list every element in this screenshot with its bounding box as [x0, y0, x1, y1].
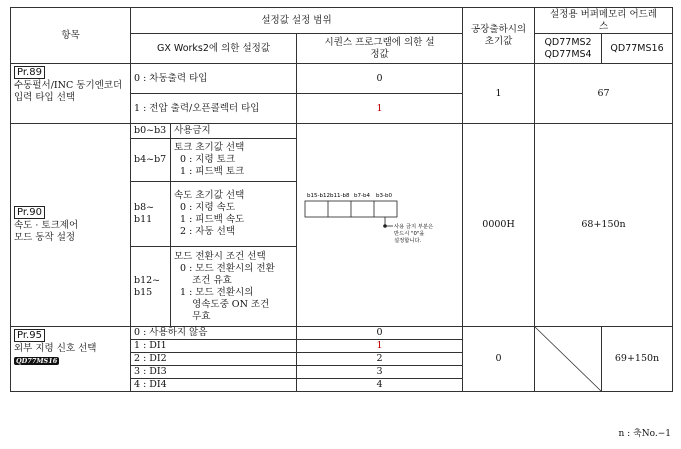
pr89-number: Pr.89 [14, 66, 45, 79]
pr90-desc-b12-b15: 모드 전환시 조건 선택 0 : 모드 전환시의 전환 조건 유효 1 : 모드 전환시의 영속도중 ON 조건 무효 [171, 247, 297, 327]
pr95-number: Pr.95 [14, 329, 45, 342]
header-setting-range: 설정값 설정 범위 [131, 8, 463, 34]
header-model-ms16: QD77MS16 [602, 34, 673, 64]
pr90-desc-b4-b7: 토크 초기값 선택 0 : 지령 토크 1 : 피드백 토크 [171, 139, 297, 182]
pr90-default: 0000H [463, 124, 535, 327]
pr90-bits-b12-b15: b12~ b15 [131, 247, 171, 327]
bit-label-b11-b8: b11-b8 [330, 193, 350, 199]
header-gx-works: GX Works2에 의한 설정값 [131, 34, 297, 64]
pr90-number: Pr.90 [14, 206, 45, 219]
bit-note-line3: 설정합니다. [394, 238, 422, 244]
bit-layout-svg [297, 128, 461, 322]
pr89-item [11, 64, 131, 124]
pr95-option-0: 0 : 사용하지 않음 [131, 327, 297, 340]
pr95-item [11, 327, 131, 392]
pr95-option-3: 3 : DI3 [131, 366, 297, 379]
pr95-name: 외부 지령 신호 선택 [14, 343, 97, 354]
bit-note-line1: 사용 금지 부분은 [394, 224, 434, 230]
header-factory-default: 공장출하시의 초기값 [463, 8, 535, 64]
pr90-bit-diagram [297, 124, 463, 327]
pr90-bits-b4-b7: b4~b7 [131, 139, 171, 182]
header-sequence: 시퀀스 프로그램에 의한 설정값 [297, 34, 463, 64]
pr95-address: 69+150n [602, 327, 673, 392]
bit-label-b3-b0: b3-b0 [376, 193, 392, 199]
pr95-value-3: 3 [297, 366, 463, 379]
pr95-option-2: 2 : DI2 [131, 353, 297, 366]
pr90-desc-b8-b11: 속도 초기값 선택 0 : 지령 속도 1 : 피드백 속도 2 : 자동 선택 [171, 182, 297, 247]
axis-number-footnote: n : 축No.−1 [618, 429, 671, 439]
pr90-bits-b8-b11: b8~ b11 [131, 182, 171, 247]
pr95-not-applicable [535, 327, 602, 392]
pr89-name-line2: 입력 타입 선택 [14, 92, 76, 103]
header-buffer-memory: 설정용 버퍼메모리 어드레스 [535, 8, 673, 34]
pr89-option-0: 0 : 차동출력 타입 [131, 64, 297, 94]
pr90-item [11, 124, 131, 327]
pr89-address: 67 [535, 64, 673, 124]
pr95-value-1: 1 [297, 340, 463, 353]
pr89-name-line1: 수동펄서/INC 동기엔코더 [14, 80, 123, 91]
diagonal-slash [535, 327, 601, 391]
pr95-option-4: 4 : DI4 [131, 379, 297, 392]
header-model-ms2-ms4: QD77MS2 QD77MS4 [535, 34, 602, 64]
pr89-option-1: 1 : 전압 출력/오픈콜렉터 타입 [131, 94, 297, 124]
bit-label-b7-b4: b7-b4 [354, 193, 370, 199]
pr89-default: 1 [463, 64, 535, 124]
pr90-name-line1: 속도 · 토크제어 [14, 220, 79, 231]
pr90-desc-b0-b3: 사용금지 [171, 124, 297, 139]
pr90-name-line2: 모드 동작 설정 [14, 232, 76, 243]
pr95-model-badge: QD77MS16 [16, 357, 58, 365]
parameter-table [10, 7, 673, 392]
pr95-default: 0 [463, 327, 535, 392]
pr90-bits-b0-b3: b0~b3 [131, 124, 171, 139]
pr89-value-1: 1 [297, 94, 463, 124]
header-item: 항목 [11, 8, 131, 64]
pr95-value-4: 4 [297, 379, 463, 392]
pr95-value-0: 0 [297, 327, 463, 340]
pr89-value-0: 0 [297, 64, 463, 94]
pr90-address: 68+150n [535, 124, 673, 327]
pr95-option-1: 1 : DI1 [131, 340, 297, 353]
bit-note-line2: 반드시 "0"을 [394, 231, 425, 237]
bit-label-b15-b12: b15-b12 [307, 193, 330, 199]
pr95-value-2: 2 [297, 353, 463, 366]
